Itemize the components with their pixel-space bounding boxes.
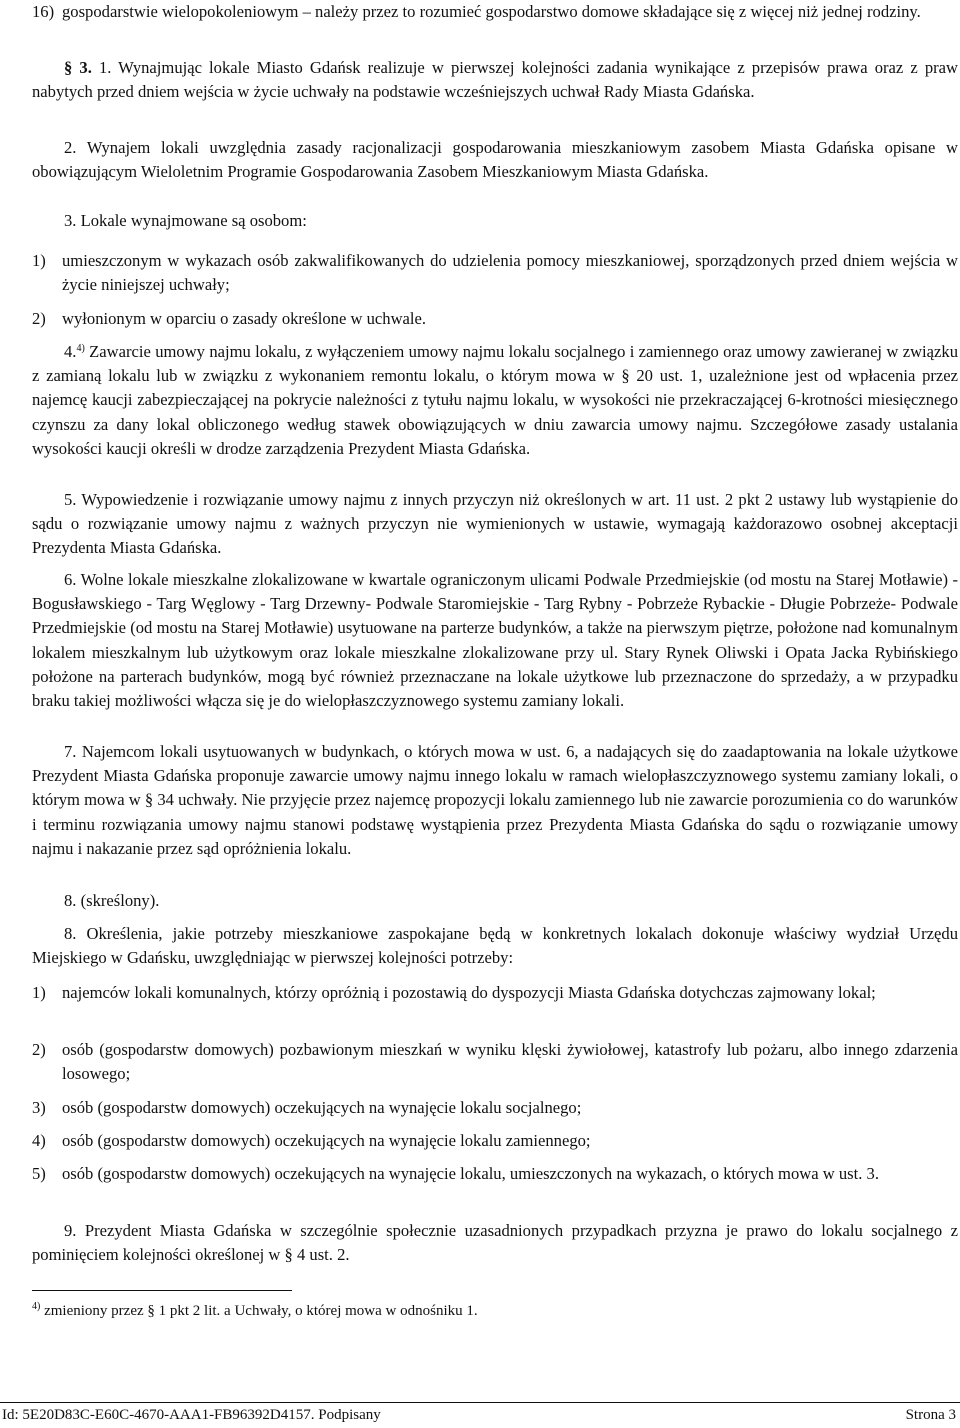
list-item-text: umieszczonym w wykazach osób zakwalifikowanych do udzielenia pomocy mieszkaniowej, sporządzonych przed dniem wejścia w życie niniejszej uchwały; — [62, 251, 958, 295]
paragraph-text: 1. Wynajmując lokale Miasto Gdańsk realizuje w pierwszej kolejności zadania wynikające z przepisów prawa oraz z praw nabytych przed dniem wejścia w życie uchwały na podstawie wcześniejszych uchwał Rady Miasta Gdańska. — [32, 58, 958, 102]
footnote-text: zmieniony przez § 1 pkt 2 lit. a Uchwały, o której mowa w odnośniku 1. — [44, 1303, 478, 1319]
list-item-text: najemców lokali komunalnych, którzy opróżnią i pozostawią do dyspozycji Miasta Gdańska dotychczas zajmowany lokal; — [62, 983, 876, 1002]
paragraph-3-8-deleted — [32, 889, 958, 913]
list-item-text: osób (gospodarstw domowych) oczekujących na wynajęcie lokalu zamiennego; — [62, 1131, 591, 1150]
footnote-separator — [32, 1290, 292, 1291]
paragraph-3-9 — [32, 1219, 958, 1267]
list-item-8-3 — [32, 1096, 958, 1120]
list-item-text: osób (gospodarstw domowych) oczekujących na wynajęcie lokalu socjalnego; — [62, 1098, 582, 1117]
paragraph-text: 5. Wypowiedzenie i rozwiązanie umowy najmu z innych przyczyn niż określonych w art. 11 ust. 2 pkt 2 ustawy lub wystąpienie do sądu o rozwiązanie umowy najmu z ważnych przyczyn nie wymienionych w ustawie, wymagają każdorazowo osobnej akceptacji Prezydenta Miasta Gdańska. — [32, 490, 958, 558]
list-item-number: 5) — [32, 1164, 46, 1183]
list-item-text: osób (gospodarstw domowych) pozbawionym mieszkań w wyniku klęski żywiołowej, katastrofy lub pożaru, albo innego zdarzenia losowego; — [62, 1040, 958, 1084]
list-item-16 — [32, 0, 958, 24]
list-item-8-1 — [32, 981, 958, 1005]
footnote — [32, 1301, 932, 1321]
list-item-number: 3) — [32, 1098, 46, 1117]
paragraph-3-7 — [32, 740, 958, 861]
document-id: Id: 5E20D83C-E60C-4670-AAA1-FB96392D4157. Podpisany — [2, 1407, 381, 1423]
list-item-number: 2) — [32, 309, 46, 328]
list-item-3-2 — [32, 307, 958, 331]
paragraph-3-8 — [32, 922, 958, 970]
list-item-number: 4) — [32, 1131, 46, 1150]
list-item-number: 1) — [32, 251, 46, 270]
paragraph-text: 2. Wynajem lokali uwzględnia zasady racjonalizacji gospodarowania mieszkaniowym zasobem Miasta Gdańska opisane w obowiązującym Wieloletnim Programie Gospodarowania Zasobem Mieszkaniowym Miasta Gdańska. — [32, 138, 958, 182]
paragraph-3-2 — [32, 136, 958, 184]
list-item-8-5 — [32, 1162, 958, 1186]
footnote-marker: 4) — [32, 1301, 41, 1312]
list-item-text: gospodarstwie wielopokoleniowym – należy przez to rozumieć gospodarstwo domowe składające się z więcej niż jednej rodziny. — [62, 2, 921, 21]
paragraph-text: 7. Najemcom lokali usytuowanych w budynkach, o których mowa w ust. 6, a nadających się do zaadaptowania na lokale użytkowe Prezydent Miasta Gdańska proponuje zawarcie umowy najmu innego lokalu w ramach wielopłaszczyznowego systemu zamiany lokali, o którym mowa w § 34 uchwały. Nie przyjęcie przez najemcę propozycji lokalu zamiennego lub nie zawarcie porozumienia co do warunków i terminu rozwiązania umowy najmu stanowi podstawę wystąpienia przez Prezydenta Miasta Gdańska do sądu o rozwiązanie umowy najmu i nakazanie przez sąd opróżnienia lokalu. — [32, 742, 958, 858]
paragraph-3-4 — [32, 340, 958, 461]
paragraph-text: 3. Lokale wynajmowane są osobom: — [64, 211, 307, 230]
paragraph-3-3 — [32, 209, 958, 233]
paragraph-text: 8. (skreślony). — [64, 891, 160, 910]
list-item-8-4 — [32, 1129, 958, 1153]
list-item-text: wyłonionym w oparciu o zasady określone w uchwale. — [62, 309, 427, 328]
paragraph-text: Zawarcie umowy najmu lokalu, z wyłączeniem umowy najmu lokalu socjalnego i zamiennego oraz umowy zawieranej w związku z zamianą lokalu lub w związku z wykonaniem remontu lokalu, o którym mowa w § 20 ust. 1, uzależnione jest od wpłacenia przez najemcę kaucji zabezpieczającej na pokrycie należności z tytułu najmu lokalu, w wysokości nie przekraczającej 6-krotności miesięcznego czynszu za dany lokal obliczonego według stawek obowiązujących w dniu zawarcia umowy najmu. Szczegółowe zasady ustalania wysokości kaucji określi w drodze zarządzenia Prezydent Miasta Gdańska. — [32, 342, 958, 458]
list-item-number: 16) — [32, 2, 55, 21]
footnote-reference: 4) — [76, 343, 85, 354]
list-item-3-1 — [32, 249, 958, 297]
list-item-number: 2) — [32, 1040, 46, 1059]
page-number: Strona 3 — [905, 1407, 956, 1423]
footer-separator — [0, 1402, 960, 1403]
paragraph-3-6 — [32, 568, 958, 713]
paragraph-text: 8. Określenia, jakie potrzeby mieszkaniowe zaspokajane będą w konkretnych lokalach dokonuje właściwy wydział Urzędu Miejskiego w Gdańsku, uwzględniając w pierwszej kolejności potrzeby: — [32, 924, 958, 968]
paragraph-number: 4. — [64, 342, 77, 361]
paragraph-text: 9. Prezydent Miasta Gdańska w szczególnie społecznie uzasadnionych przypadkach przyzna je prawo do lokalu socjalnego z pominięciem kolejności określonej w § 4 ust. 2. — [32, 1221, 958, 1265]
paragraph-3-5 — [32, 488, 958, 561]
paragraph-text: 6. Wolne lokale mieszkalne zlokalizowane w kwartale ograniczonym ulicami Podwale Przedmiejskie (od mostu na Starej Motławie) - Bogusławskiego - Targ Węglowy - Targ Drzewny- Podwale Staromiejskie - Targ Rybny - Pobrzeże Rybackie - Długie Pobrzeże- Podwale Przedmiejskie (od mostu na Starej Motławie) usytuowane na parterze budynków, a także na pierwszym piętrze, położone nad komunalnym lokalem mieszkalnym lub użytkowym oraz lokale mieszkalne zlokalizowane przy ul. Stary Rynek Oliwski i Opata Jacka Rybińskiego położone na parterach budynków, mogą być również przeznaczane na lokale użytkowe lub przeznaczone do sprzedaży, a w przypadku braku takiej możliwości włącza się je do wielopłaszczyznowego systemu zamiany lokali. — [32, 570, 958, 711]
paragraph-3-1 — [32, 56, 958, 104]
list-item-8-2 — [32, 1038, 958, 1086]
list-item-text: osób (gospodarstw domowych) oczekujących na wynajęcie lokalu, umieszczonych na wykazach, o których mowa w ust. 3. — [62, 1164, 879, 1183]
list-item-number: 1) — [32, 983, 46, 1002]
section-heading: § 3. — [64, 58, 92, 77]
